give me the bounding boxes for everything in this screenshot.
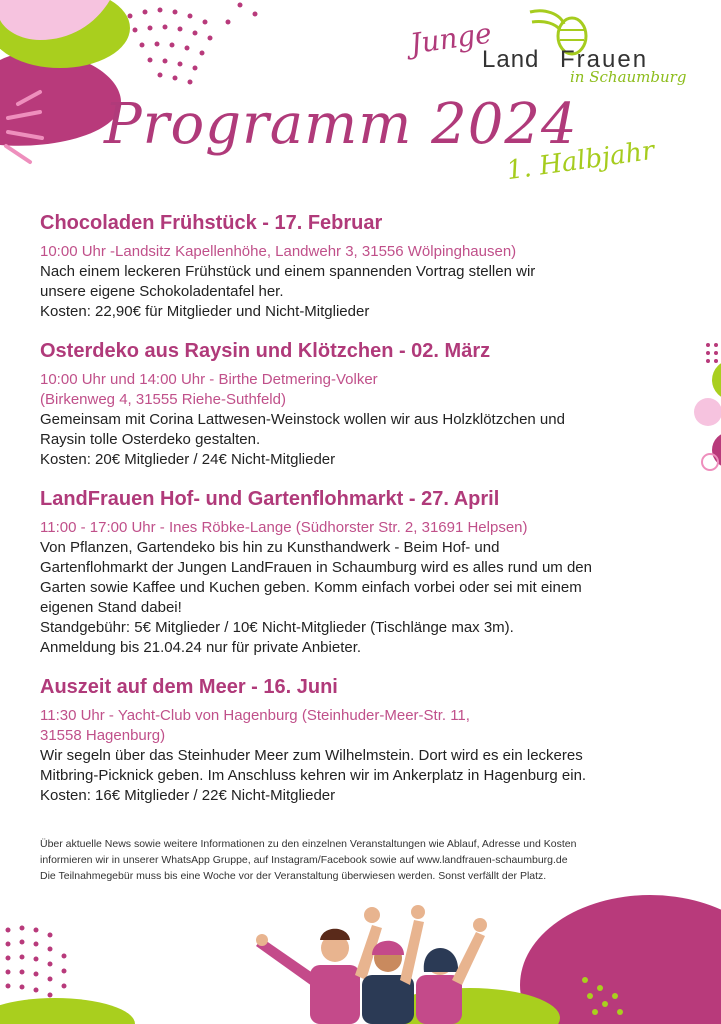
logo-land: Land	[482, 46, 540, 73]
event-description: unsere eigene Schokoladentafel her.	[40, 283, 284, 300]
right-dots	[706, 343, 718, 363]
event-title: Osterdeko aus Raysin und Klötzchen - 02. März	[40, 340, 491, 362]
event-item	[40, 674, 680, 806]
right-lime-circle	[712, 360, 721, 400]
event-cost: Kosten: 22,90€ für Mitglieder und Nicht-Mitglieder	[40, 303, 370, 320]
event-time-location: 31558 Hagenburg)	[40, 727, 166, 744]
top-dots	[128, 3, 258, 85]
event-time-location: 11:00 - 17:00 Uhr - Ines Röbke-Lange (Südhorster Str. 2, 31691 Helpsen)	[40, 519, 528, 536]
event-item	[40, 338, 680, 470]
page-title: Programm 2024	[104, 92, 578, 157]
event-description: Mitbring-Picknick geben. Im Anschluss kehren wir im Ankerplatz in Hagenburg ein.	[40, 767, 587, 784]
event-registration: Anmeldung bis 21.04.24 nur für private Anbieter.	[40, 639, 362, 656]
logo-region: in Schaumburg	[570, 68, 687, 86]
event-description: Garten sowie Kaffee und Kuchen geben. Komm einfach vorbei oder sei mit einem	[40, 579, 582, 596]
bottom-left-lime-blob	[0, 998, 135, 1024]
footer-line: informieren wir in unserer WhatsApp Gruppe, auf Instagram/Facebook sowie auf www.landfrauen-schaumburg.de	[40, 854, 568, 866]
event-description: Nach einem leckeren Frühstück und einem spannenden Vortrag stellen wir	[40, 263, 536, 280]
event-description: Raysin tolle Osterdeko gestalten.	[40, 431, 261, 448]
footer-line: Die Teilnahmegebür muss bis eine Woche vor der Veranstaltung überwiesen werden. Sonst verfällt der Platz.	[40, 870, 547, 882]
event-item	[40, 486, 680, 658]
junge-landfrauen-logo	[410, 8, 710, 88]
event-cost: Standgebühr: 5€ Mitglieder / 10€ Nicht-Mitglieder (Tischlänge max 3m).	[40, 619, 514, 636]
page-subtitle: 1. Halbjahr	[504, 135, 657, 187]
footer-note	[40, 836, 680, 884]
event-description: Gartenflohmarkt der Jungen LandFrauen in Schaumburg wird es alles rund um den	[40, 559, 592, 576]
cheering-women-illustration	[256, 905, 487, 1024]
right-magenta-circle	[712, 432, 721, 468]
event-time-location: 10:00 Uhr und 14:00 Uhr - Birthe Detmering-Volker	[40, 371, 378, 388]
event-time-location: 11:30 Uhr - Yacht-Club von Hagenburg (Steinhuder-Meer-Str. 11,	[40, 707, 470, 724]
event-description: Gemeinsam mit Corina Lattwesen-Weinstock wollen wir aus Holzklötzchen und	[40, 411, 565, 428]
event-description: Wir segeln über das Steinhuder Meer zum Wilhelmstein. Dort wird es ein leckeres	[40, 747, 583, 764]
right-pink-circle	[694, 398, 721, 426]
event-cost: Kosten: 20€ Mitglieder / 24€ Nicht-Mitglieder	[40, 451, 336, 468]
event-title: Chocoladen Frühstück - 17. Februar	[40, 212, 383, 234]
event-cost: Kosten: 16€ Mitglieder / 22€ Nicht-Mitglieder	[40, 787, 336, 804]
logo-junge: Junge	[408, 16, 494, 61]
event-list	[40, 210, 680, 822]
logo-frauen: Frauen	[560, 46, 649, 73]
event-time-location: 10:00 Uhr -Landsitz Kapellenhöhe, Landwehr 3, 31556 Wölpinghausen)	[40, 243, 517, 260]
event-description: Von Pflanzen, Gartendeko bis hin zu Kunsthandwerk - Beim Hof- und	[40, 539, 500, 556]
event-item	[40, 210, 680, 322]
event-title: Auszeit auf dem Meer - 16. Juni	[40, 676, 338, 698]
right-pink-ring	[702, 454, 718, 470]
event-description: eigenen Stand dabei!	[40, 599, 182, 616]
event-time-location: (Birkenweg 4, 31555 Riehe-Suthfeld)	[40, 391, 286, 408]
event-title: LandFrauen Hof- und Gartenflohmarkt - 27. April	[40, 488, 500, 510]
footer-line: Über aktuelle News sowie weitere Informationen zu den einzelnen Veranstaltungen wie Ablauf, Adresse und Kosten	[40, 838, 577, 850]
bottom-left-dots	[6, 926, 67, 998]
